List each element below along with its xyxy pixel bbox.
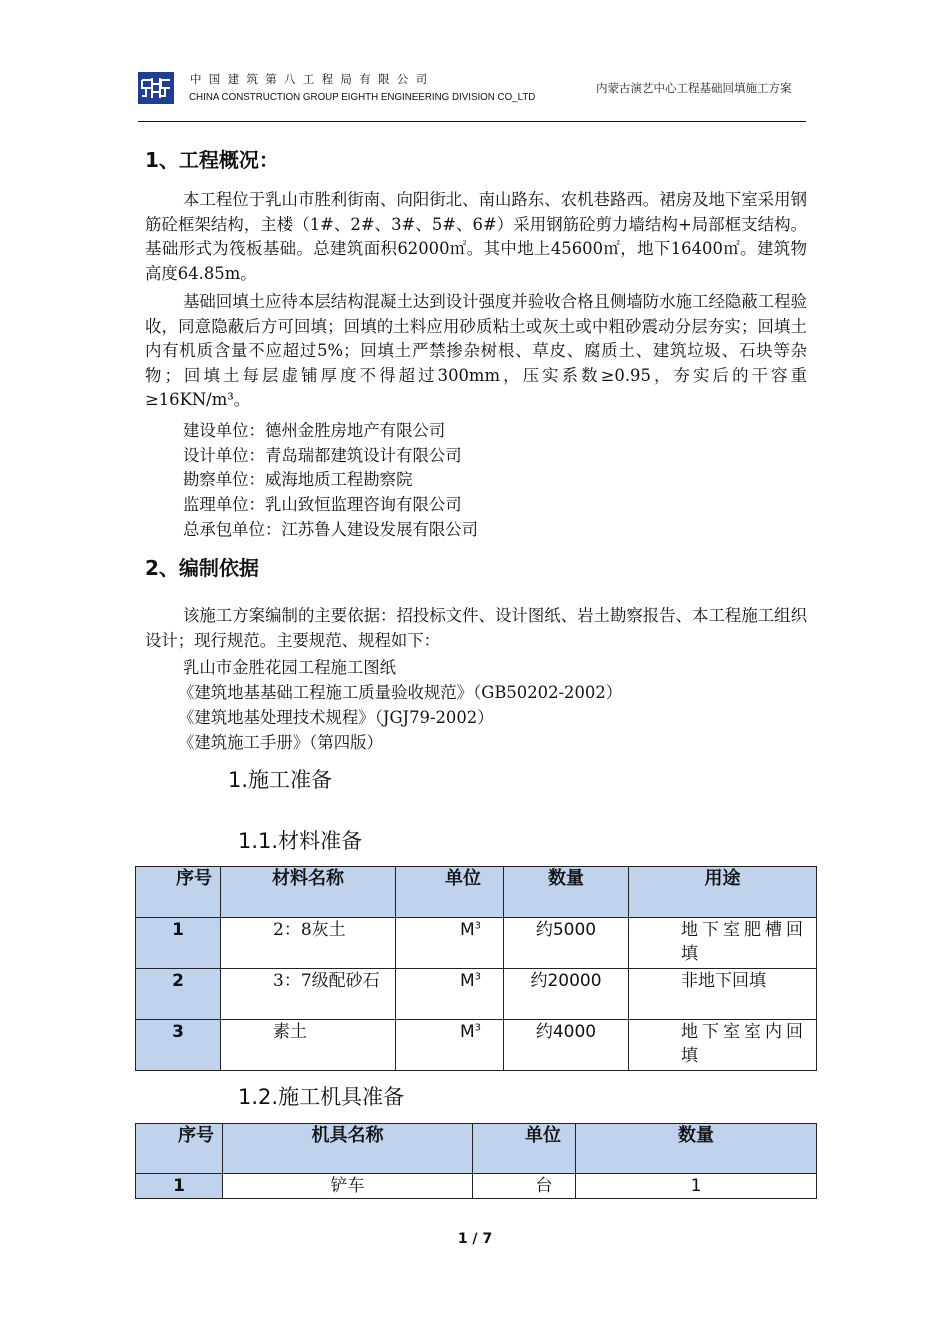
overview-paragraph-1: 本工程位于乳山市胜利街南、向阳街北、南山路东、农机巷路西。裙房及地下室采用钢筋砼框架结构，主楼（1#、2#、3#、5#、6#）采用钢筋砼剪力墙结构+局部框支结构。基础形式为筏板基础。总建筑面积62000㎡。其中地上45600㎡，地下16400㎡。建筑物高度64.85m。 bbox=[145, 190, 807, 283]
row-number: 3 bbox=[136, 1020, 221, 1071]
header-cell: 用途 bbox=[629, 867, 817, 918]
table-row bbox=[136, 1174, 817, 1199]
material-use: 地下室室内回填 bbox=[629, 1020, 817, 1071]
row-number: 1 bbox=[136, 1174, 223, 1199]
table-row bbox=[136, 1020, 817, 1071]
basis-paragraph: 该施工方案编制的主要依据：招投标文件、设计图纸、岩土勘察报告、本工程施工组织设计；现行规范。主要规范、规程如下： bbox=[145, 606, 807, 650]
header-cell: 序号 bbox=[136, 1124, 223, 1174]
unit-line: 勘察单位：威海地质工程勘察院 bbox=[183, 470, 413, 489]
table-row bbox=[136, 969, 817, 1020]
materials-table bbox=[135, 866, 817, 1071]
material-qty: 约20000 bbox=[504, 969, 629, 1020]
table-header-row bbox=[136, 1124, 817, 1174]
material-qty: 约4000 bbox=[504, 1020, 629, 1071]
section-heading-overview: 1、工程概况： bbox=[145, 148, 279, 172]
material-unit: $M^3$ bbox=[396, 1020, 504, 1071]
material-name: 素土 bbox=[221, 1020, 396, 1071]
table-header-row bbox=[136, 867, 817, 918]
machine-name: 铲车 bbox=[223, 1174, 473, 1199]
material-name: 2：8灰土 bbox=[221, 918, 396, 969]
section-heading-basis: 2、编制依据 bbox=[145, 556, 259, 580]
header-divider bbox=[138, 121, 806, 122]
unit-line: 建设单位：德州金胜房地产有限公司 bbox=[183, 421, 446, 440]
material-unit: $M^3$ bbox=[396, 969, 504, 1020]
unit-line: 监理单位：乳山致恒监理咨询有限公司 bbox=[183, 495, 462, 514]
header-cell: 序号 bbox=[136, 867, 221, 918]
machines-heading: 1.2.施工机具准备 bbox=[238, 1085, 405, 1109]
unit-line: 总承包单位：江苏鲁人建设发展有限公司 bbox=[183, 520, 479, 539]
row-number: 2 bbox=[136, 969, 221, 1020]
header-cell: 单位 bbox=[396, 867, 504, 918]
header-cell: 机具名称 bbox=[223, 1124, 473, 1174]
row-number: 1 bbox=[136, 918, 221, 969]
company-logo bbox=[138, 72, 174, 104]
reference-item: 《建筑施工手册》（第四版） bbox=[178, 733, 383, 752]
unit-line: 设计单位：青岛瑞都建筑设计有限公司 bbox=[183, 446, 462, 465]
reference-item: 乳山市金胜花园工程施工图纸 bbox=[183, 658, 397, 677]
machines-table bbox=[135, 1123, 817, 1199]
prep-heading: 1.施工准备 bbox=[228, 768, 333, 792]
material-name: 3：7级配砂石 bbox=[221, 969, 396, 1020]
page-number: 1 / 7 bbox=[457, 1231, 493, 1247]
company-name-cn: 中国建筑第八工程局有限公司 bbox=[190, 72, 435, 86]
overview-paragraph-2: 基础回填土应待本层结构混凝土达到设计强度并验收合格且侧墙防水施工经隐蔽工程验收，同意隐蔽后方可回填；回填的土料应用砂质粘土或灰土或中粗砂震动分层夯实；回填土内有机质含量不应超过5%；回填土严禁掺杂树根、草皮、腐质土、建筑垃圾、石块等杂物；回填土每层虚铺厚度不得超过300mm，压实系数≥0.95，夯实后的干容重≥16KN/m³。 bbox=[145, 292, 807, 410]
document-title: 内蒙古演艺中心工程基础回填施工方案 bbox=[596, 81, 792, 95]
material-use: 非地下回填 bbox=[629, 969, 817, 1020]
header-cell: 单位 bbox=[473, 1124, 576, 1174]
reference-item: 《建筑地基处理技术规程》（JGJ79-2002） bbox=[178, 708, 494, 727]
header-cell: 数量 bbox=[504, 867, 629, 918]
machine-unit: 台 bbox=[473, 1174, 576, 1199]
header-cell: 数量 bbox=[576, 1124, 817, 1174]
table-row bbox=[136, 918, 817, 969]
materials-heading: 1.1.材料准备 bbox=[238, 829, 363, 853]
machine-qty: 1 bbox=[576, 1174, 817, 1199]
header-cell: 材料名称 bbox=[221, 867, 396, 918]
company-name-en: CHINA CONSTRUCTION GROUP EIGHTH ENGINEERING DIVISION CO_LTD bbox=[189, 91, 536, 103]
reference-item: 《建筑地基基础工程施工质量验收规范》（GB50202-2002） bbox=[178, 683, 623, 702]
material-use: 地下室肥槽回填 bbox=[629, 918, 817, 969]
material-unit: $M^3$ bbox=[396, 918, 504, 969]
material-qty: 约5000 bbox=[504, 918, 629, 969]
